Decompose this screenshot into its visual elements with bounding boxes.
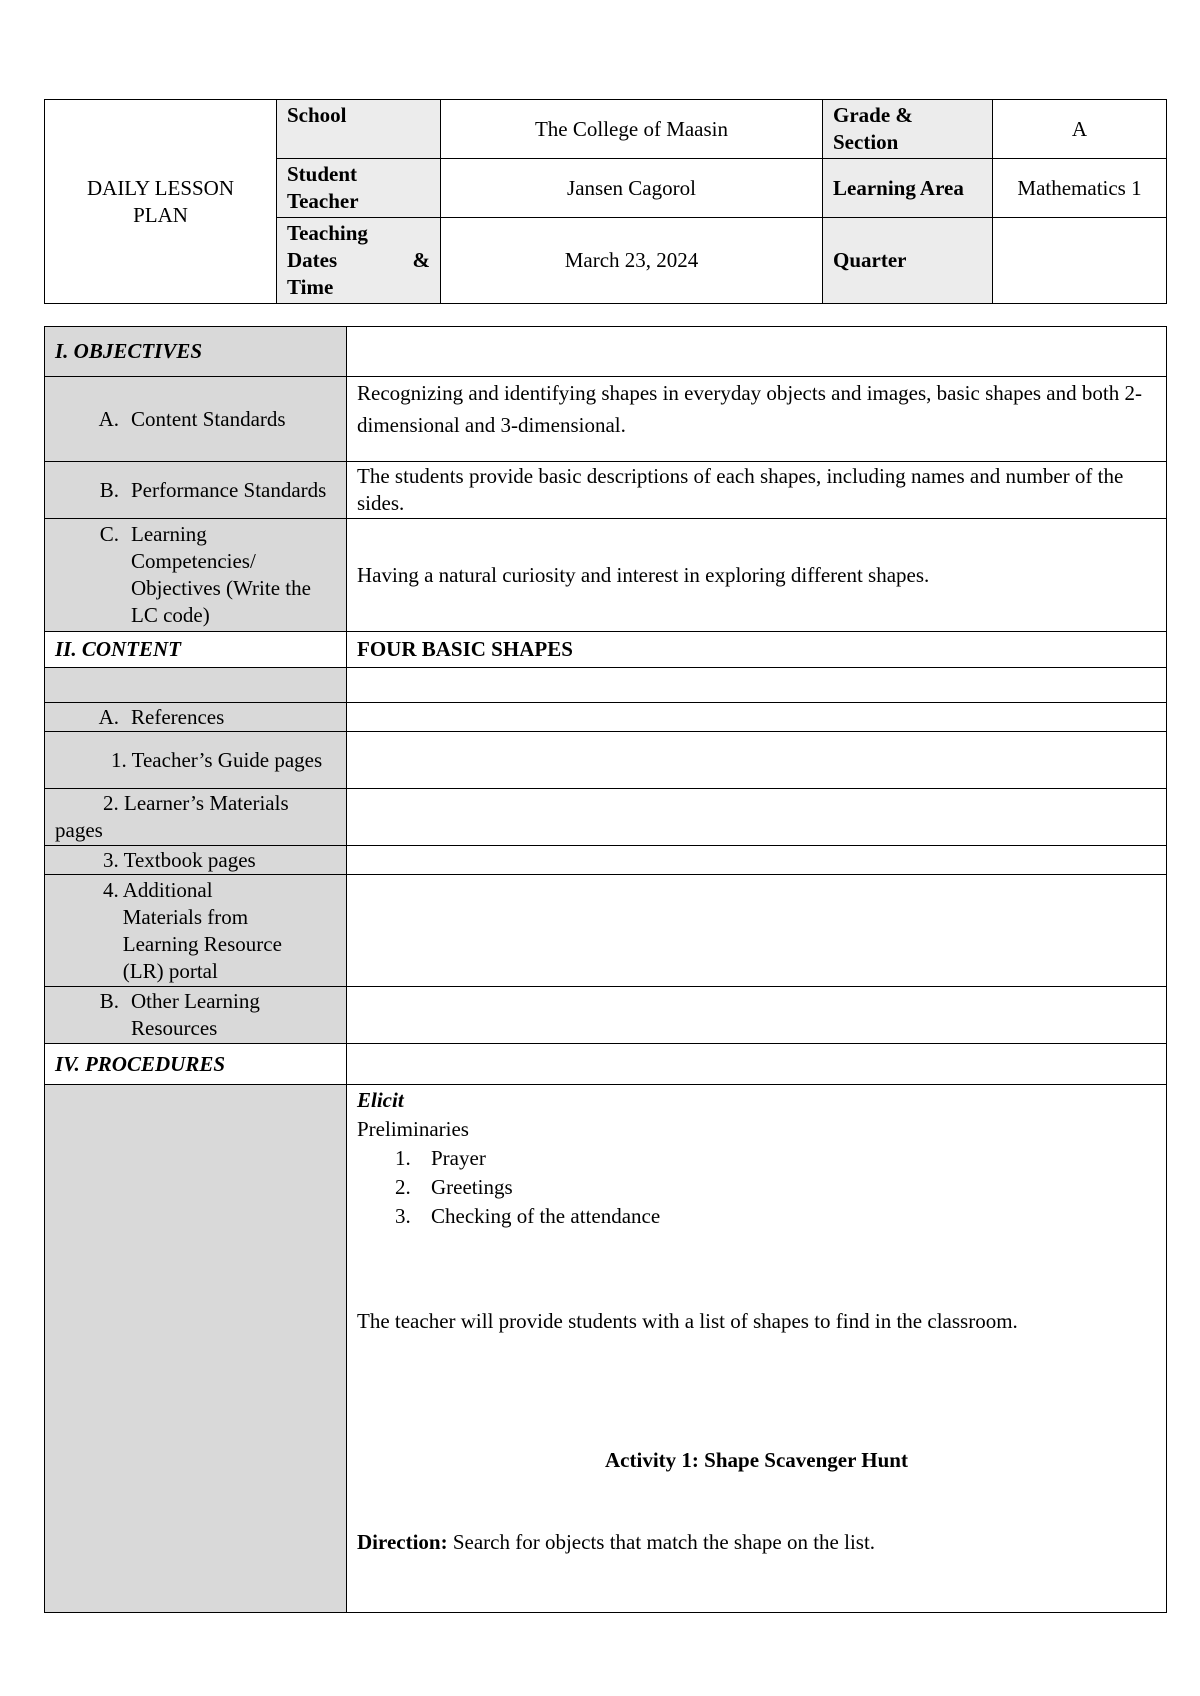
other-resources-value xyxy=(347,987,1167,1044)
textbook-label: 3. Textbook pages xyxy=(103,847,256,872)
list-item xyxy=(395,1173,1156,1202)
list-item-number: 3. xyxy=(395,1204,411,1228)
other-resources-label: Other Learning Resources xyxy=(131,989,260,1040)
learners-materials-label-cell xyxy=(45,789,347,846)
content-standards-label-cell xyxy=(45,377,347,462)
learning-area-value: Mathematics 1 xyxy=(993,159,1167,218)
activity-title: Activity 1: Shape Scavenger Hunt xyxy=(605,1448,908,1472)
list-item-text: Prayer xyxy=(431,1146,486,1170)
content-heading: II. CONTENT xyxy=(45,632,347,668)
references-marker: A. xyxy=(98,704,119,729)
student-teacher-label: Student Teacher xyxy=(277,159,441,218)
procedures-heading-blank xyxy=(347,1044,1167,1085)
teacher-note: The teacher will provide students with a list of shapes to find in the classroom. xyxy=(357,1309,1018,1333)
references-label-cell xyxy=(45,703,347,732)
performance-standards-value: The students provide basic descriptions of each shapes, including names and number of the sides. xyxy=(347,462,1167,519)
preliminaries-label: Preliminaries xyxy=(357,1117,469,1141)
grade-section-label xyxy=(823,100,993,159)
content-standards-label-row xyxy=(55,406,336,433)
direction-label: Direction: xyxy=(357,1530,448,1554)
learners-materials-label: 2. Learner’s Materials pages xyxy=(55,791,289,842)
competencies-label-row xyxy=(55,521,336,629)
school-label: School xyxy=(277,100,441,159)
teachers-guide-label-cell xyxy=(45,732,347,789)
additional-materials-marker: 4. xyxy=(103,877,119,902)
additional-materials-label-row xyxy=(55,877,336,985)
student-teacher-value: Jansen Cagorol xyxy=(441,159,823,218)
lesson-plan-body-table xyxy=(44,326,1167,1613)
list-item xyxy=(395,1144,1156,1173)
textbook-label-cell xyxy=(45,846,347,875)
additional-materials-label: Additional Materials from Learning Resource (LR) portal xyxy=(122,877,282,983)
objectives-heading-blank xyxy=(347,327,1167,377)
procedures-content xyxy=(347,1085,1167,1613)
objectives-heading: I. OBJECTIVES xyxy=(45,327,347,377)
other-resources-label-row xyxy=(55,988,336,1042)
content-value: FOUR BASIC SHAPES xyxy=(347,632,1167,668)
list-item-number: 2. xyxy=(395,1175,411,1199)
direction-line xyxy=(357,1529,1156,1556)
grade-section-label-text: Grade & Section xyxy=(833,103,913,154)
teaching-label-amp: & xyxy=(412,248,430,272)
teachers-guide-label: 1. Teacher’s Guide pages xyxy=(111,747,323,772)
quarter-label: Quarter xyxy=(823,218,993,304)
other-resources-label-cell xyxy=(45,987,347,1044)
performance-standards-marker: B. xyxy=(99,477,119,502)
teaching-label-line3: Time xyxy=(287,275,334,299)
school-value: The College of Maasin xyxy=(441,100,823,159)
performance-standards-label: Performance Standards xyxy=(131,477,327,502)
additional-materials-value xyxy=(347,875,1167,987)
competencies-marker: C. xyxy=(99,522,119,546)
references-label: References xyxy=(131,704,225,729)
content-standards-marker: A. xyxy=(98,406,119,431)
other-resources-marker: B. xyxy=(99,989,119,1013)
teaching-dates-value: March 23, 2024 xyxy=(441,218,823,304)
procedures-left-cell xyxy=(45,1085,347,1613)
competencies-value: Having a natural curiosity and interest in exploring different shapes. xyxy=(347,519,1167,632)
list-item-text: Checking of the attendance xyxy=(431,1204,661,1228)
performance-standards-label-row xyxy=(55,477,336,504)
additional-materials-label-cell xyxy=(45,875,347,987)
plan-title: DAILY LESSON PLAN xyxy=(86,175,235,227)
elicit-heading: Elicit xyxy=(357,1088,404,1112)
textbook-value xyxy=(347,846,1167,875)
grade-section-value: A xyxy=(993,100,1167,159)
performance-standards-label-cell xyxy=(45,462,347,519)
competencies-label-cell xyxy=(45,519,347,632)
teaching-label-line1: Teaching xyxy=(287,221,368,245)
list-item-number: 1. xyxy=(395,1146,411,1170)
blank-row-right xyxy=(347,668,1167,703)
teachers-guide-value xyxy=(347,732,1167,789)
teaching-label-dates: Dates xyxy=(287,248,338,272)
direction-text: Search for objects that match the shape on the list. xyxy=(452,1530,876,1554)
procedures-heading: IV. PROCEDURES xyxy=(45,1044,347,1085)
references-value xyxy=(347,703,1167,732)
teaching-dates-label xyxy=(277,218,441,304)
lesson-plan-header-table xyxy=(44,99,1167,304)
competencies-label: Learning Competencies/ Objectives (Write the LC code) xyxy=(131,522,311,627)
content-standards-value: Recognizing and identifying shapes in everyday objects and images, basic shapes and both 2- dimensional and 3-dimensional. xyxy=(347,377,1167,462)
teaching-label-line2 xyxy=(287,247,430,274)
learning-area-label: Learning Area xyxy=(823,159,993,218)
content-standards-label: Content Standards xyxy=(131,406,286,431)
learners-materials-value xyxy=(347,789,1167,846)
references-label-row xyxy=(55,704,336,731)
quarter-value xyxy=(993,218,1167,304)
plan-title-cell xyxy=(45,100,277,304)
preliminaries-list xyxy=(357,1144,1156,1231)
blank-row-left xyxy=(45,668,347,703)
list-item xyxy=(395,1202,1156,1231)
list-item-text: Greetings xyxy=(431,1175,513,1199)
